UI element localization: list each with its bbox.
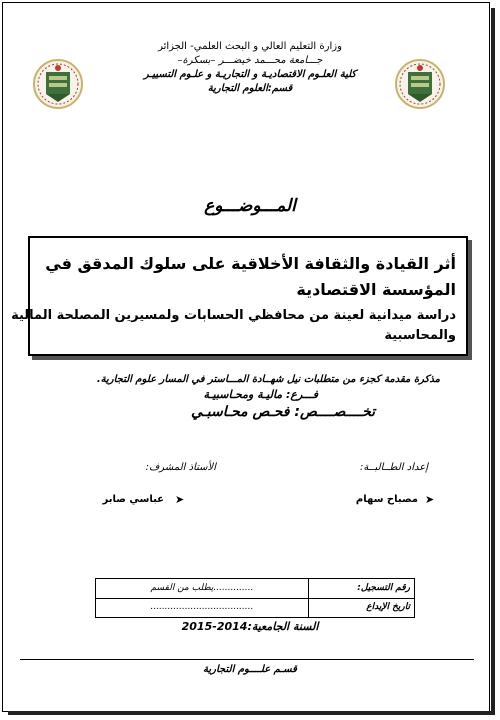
specialty-line: تخــــصــــص: فحـص محـاسبـي [191,404,375,420]
supervisor-bullet-icon: ➤ [175,493,185,506]
department-line: قسم:العلوم التجارية [207,83,293,94]
student-label: إعداد الطــالبــة: [360,462,428,473]
university-line: جـــامعة محـــمد خيضـــر –بسكرة– [177,55,323,66]
title-line-1: أثر القيادة والثقافة الأخلاقية على سلوك المدقق في [45,254,456,273]
deposit-row [96,598,414,617]
reg-value: ..............يطلب من القسم [150,583,254,593]
university-logo-left [32,56,84,114]
faculty-line: كلية العلـوم الاقتصاديـة و التجاريـة و علـوم التسييـر [143,69,357,80]
student-bullet-icon: ➤ [425,493,435,506]
title-line-2: المؤسسة الاقتصادية [296,280,456,299]
ministry-line: وزارة التعليم العالي و البحث العلمي- الجزائر [158,41,342,52]
memo-purpose: مذكرة مقدمة كجزء من متطلبات نيل شهــادة المـــاستر في المسار علوم التجارية. [96,374,440,385]
footer-department: قسـم علــــوم التجارية [203,664,297,675]
page-shadow-right [491,8,495,713]
page-shadow-bottom [8,711,495,715]
university-logo-right [394,56,446,114]
academic-year: السنة الجامعية:2014-2015 [181,620,319,633]
thesis-title-box [11,236,468,356]
reg-label: رقم التسجيل: [357,583,410,593]
branch-line: فـــرع: ماليـة ومحـاسبيـة [203,388,318,401]
registration-row [96,579,414,599]
title-line-4: والمحاسبية [384,328,456,343]
supervisor-name: عباسي صابر [102,494,164,505]
table-divider [308,579,309,617]
title-line-3: دراسة ميدانية لعينة من محافظي الحسابات ولمسيرين المصلحة المالية [11,308,456,323]
supervisor-label: الأستاذ المشرف: [145,462,216,473]
registration-table [95,578,415,618]
footer-divider [20,659,474,660]
deposit-label: تاريخ الإيداع [366,602,410,612]
deposit-value: .................................... [150,602,254,612]
subject-label: المـــوضـــوع [204,196,296,216]
student-name: مصباح سهام [355,494,418,505]
